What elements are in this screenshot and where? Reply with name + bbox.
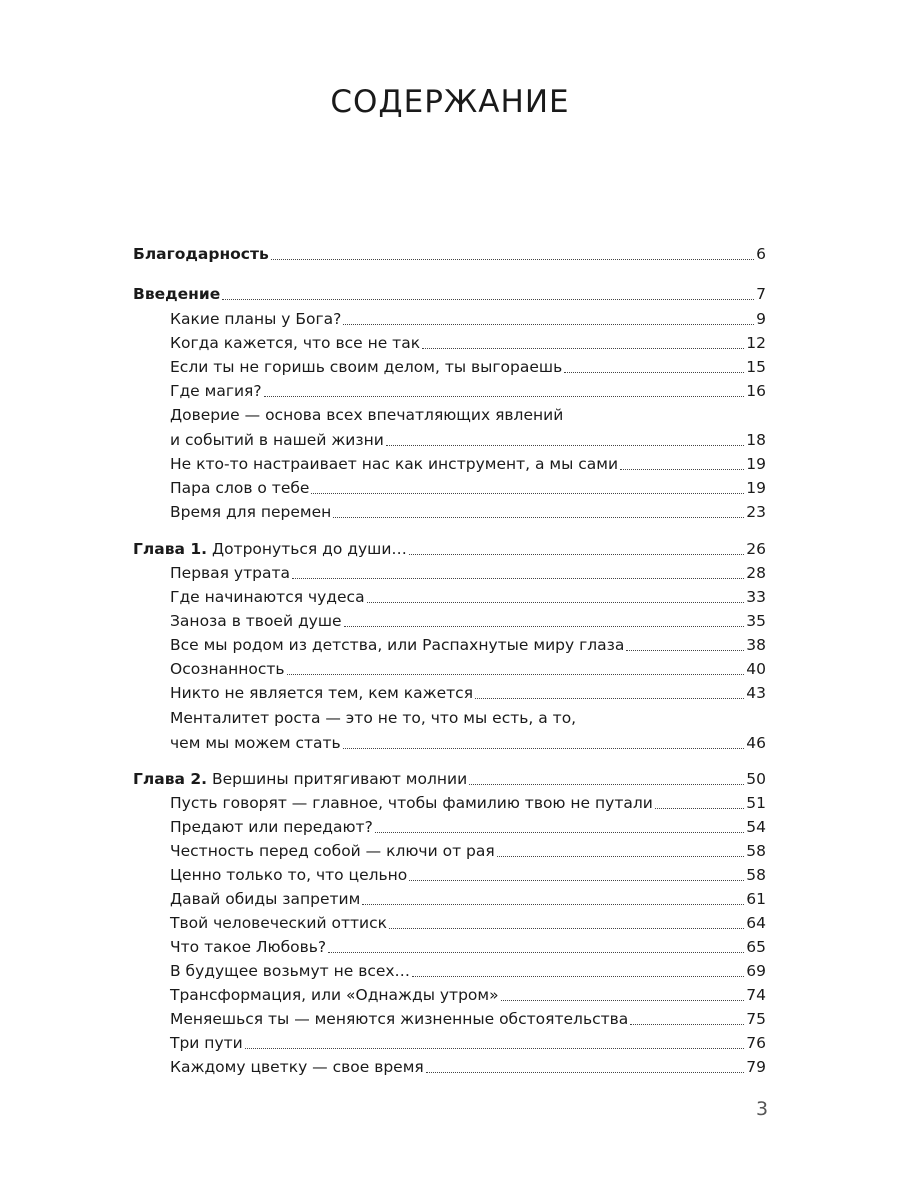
- toc-entry: [170, 813, 766, 837]
- toc-entry-title: В будущее возьмут не всех…: [170, 962, 411, 980]
- leader-dots: [328, 952, 744, 953]
- leader-dots: [362, 904, 744, 905]
- toc-entry-page: 58: [746, 866, 766, 884]
- toc-entry-title: Благодарность: [133, 245, 269, 263]
- toc-entry-page: 38: [746, 636, 766, 654]
- toc-entry-page: 64: [746, 914, 766, 932]
- leader-dots: [222, 299, 754, 300]
- leader-dots: [426, 1072, 745, 1073]
- toc-entry-title: Честность перед собой — ключи от рая: [170, 842, 495, 860]
- toc-entry: [170, 353, 766, 377]
- toc-entry-title: чем мы можем стать: [170, 734, 341, 752]
- leader-dots: [389, 928, 744, 929]
- leader-dots: [375, 832, 744, 833]
- toc-entry: [170, 655, 766, 679]
- toc-entry: [170, 1029, 766, 1053]
- toc-entry-title: Не кто-то настраивает нас как инструмент, а мы сами: [170, 455, 619, 473]
- toc-entry-page: 74: [746, 986, 766, 1004]
- leader-dots: [422, 348, 744, 349]
- toc-entry: [170, 329, 766, 353]
- toc-entry-page: 65: [746, 938, 766, 956]
- toc-entry-page: 12: [746, 334, 766, 352]
- toc-entry-title: Какие планы у Бога?: [170, 310, 342, 328]
- toc-entry-title: Пара слов о тебе: [170, 479, 310, 497]
- toc-entry: [170, 559, 766, 583]
- toc-entry-title: Ценно только то, что цельно: [170, 866, 408, 884]
- toc-entry-chapter-2: [133, 765, 766, 789]
- toc-entry-page: 43: [746, 684, 766, 702]
- toc-entry-page: 18: [746, 431, 766, 449]
- leader-dots: [626, 650, 744, 651]
- table-of-contents: [133, 0, 766, 1100]
- toc-entry-page: 7: [756, 285, 766, 303]
- toc-entry: [170, 498, 766, 522]
- toc-entry: [170, 631, 766, 655]
- page-title: СОДЕРЖАНИЕ: [330, 84, 570, 120]
- toc-entry: [170, 981, 766, 1005]
- leader-dots: [264, 396, 745, 397]
- toc-entry-page: 50: [746, 770, 766, 788]
- toc-entry-title: Твой человеческий оттиск: [170, 914, 387, 932]
- toc-entry-title: Время для перемен: [170, 503, 332, 521]
- toc-entry-page: 19: [746, 455, 766, 473]
- toc-entry-title: Что такое Любовь?: [170, 938, 327, 956]
- toc-entry-page: 79: [746, 1058, 766, 1076]
- leader-dots: [630, 1024, 744, 1025]
- toc-entry-page: 15: [746, 358, 766, 376]
- leader-dots: [469, 784, 744, 785]
- toc-entry: [170, 474, 766, 498]
- toc-entry-page: 46: [746, 734, 766, 752]
- toc-entry: [170, 1005, 766, 1029]
- toc-entry-title: [133, 769, 467, 789]
- leader-dots: [311, 493, 744, 494]
- toc-entry-page: 19: [746, 479, 766, 497]
- toc-entry: [170, 450, 766, 474]
- leader-dots: [343, 748, 745, 749]
- toc-entry: [170, 885, 766, 909]
- toc-entry-title: Где магия?: [170, 382, 262, 400]
- leader-dots: [497, 856, 745, 857]
- toc-entry-page: 26: [746, 540, 766, 558]
- toc-entry-page: 75: [746, 1010, 766, 1028]
- toc-entry: [170, 933, 766, 957]
- toc-entry: [170, 426, 766, 450]
- toc-entry-page: 6: [756, 245, 766, 263]
- leader-dots: [409, 554, 744, 555]
- leader-dots: [412, 976, 744, 977]
- toc-entry: [170, 583, 766, 607]
- toc-entry-title: Если ты не горишь своим делом, ты выгораешь: [170, 358, 563, 376]
- toc-entry-title: Где начинаются чудеса: [170, 588, 365, 606]
- page-number: 3: [756, 1098, 769, 1120]
- toc-entry-title: Меняешься ты — меняются жизненные обстоятельства: [170, 1010, 629, 1028]
- chapter-title: Вершины притягивают молнии: [207, 770, 468, 788]
- toc-entry-page: 28: [746, 564, 766, 582]
- toc-entry-title: Введение: [133, 285, 221, 303]
- leader-dots: [501, 1000, 745, 1001]
- toc-entry: [170, 837, 766, 861]
- leader-dots: [564, 372, 744, 373]
- toc-entry-page: 69: [746, 962, 766, 980]
- toc-entry: [170, 377, 766, 401]
- toc-entry-page: 76: [746, 1034, 766, 1052]
- toc-entry: [170, 957, 766, 981]
- toc-entry-title: Заноза в твоей душе: [170, 612, 342, 630]
- toc-entry-page: 23: [746, 503, 766, 521]
- toc-entry-title: Осознанность: [170, 660, 285, 678]
- toc-entry: [170, 1053, 766, 1077]
- toc-entry-title: Никто не является тем, кем кажется: [170, 684, 474, 702]
- toc-entry: [170, 729, 766, 753]
- chapter-title: Дотронуться до души…: [207, 540, 407, 558]
- toc-entry-title: Трансформация, или «Однажды утром»: [170, 986, 499, 1004]
- toc-entry-title: Давай обиды запретим: [170, 890, 361, 908]
- leader-dots: [655, 808, 744, 809]
- toc-entry-page: 61: [746, 890, 766, 908]
- toc-entry-title: Три пути: [170, 1034, 243, 1052]
- toc-entry-title-line1: Доверие — основа всех впечатляющих явлений: [170, 406, 564, 424]
- leader-dots: [292, 578, 744, 579]
- leader-dots: [386, 445, 744, 446]
- toc-entry-page: 33: [746, 588, 766, 606]
- leader-dots: [333, 517, 744, 518]
- toc-entry: [170, 607, 766, 631]
- toc-entry-page: 58: [746, 842, 766, 860]
- toc-entry-title: Все мы родом из детства, или Распахнутые миру глаза: [170, 636, 625, 654]
- toc-entry-page: 16: [746, 382, 766, 400]
- toc-entry-title: и событий в нашей жизни: [170, 431, 384, 449]
- leader-dots: [245, 1048, 745, 1049]
- leader-dots: [409, 880, 744, 881]
- toc-entry-page: 54: [746, 818, 766, 836]
- leader-dots: [475, 698, 744, 699]
- toc-entry-page: 40: [746, 660, 766, 678]
- leader-dots: [344, 626, 745, 627]
- toc-entry-title-line1: Менталитет роста — это не то, что мы есть, а то,: [170, 709, 577, 727]
- leader-dots: [287, 674, 745, 675]
- toc-entry-title: Когда кажется, что все не так: [170, 334, 421, 352]
- toc-entry-page: 9: [756, 310, 766, 328]
- leader-dots: [620, 469, 744, 470]
- leader-dots: [367, 602, 745, 603]
- toc-entry: [170, 909, 766, 933]
- toc-entry-introduction: [133, 280, 766, 304]
- toc-entry-page: 35: [746, 612, 766, 630]
- toc-entry-chapter-1: [133, 535, 766, 559]
- toc-entry: [170, 789, 766, 813]
- leader-dots: [271, 259, 754, 260]
- toc-entry-page: 51: [746, 794, 766, 812]
- toc-entry-title: Предают или передают?: [170, 818, 373, 836]
- toc-entry: [170, 305, 766, 329]
- toc-entry-title: [133, 539, 407, 559]
- toc-entry-title: Каждому цветку — свое время: [170, 1058, 424, 1076]
- toc-entry-acknowledgements: [133, 240, 766, 264]
- toc-entry: [170, 679, 766, 703]
- toc-entry-title: Первая утрата: [170, 564, 290, 582]
- chapter-number: Глава 1.: [133, 540, 208, 558]
- toc-entry: [170, 861, 766, 885]
- leader-dots: [343, 324, 754, 325]
- chapter-number: Глава 2.: [133, 770, 208, 788]
- toc-entry-title: Пусть говорят — главное, чтобы фамилию твою не путали: [170, 794, 653, 812]
